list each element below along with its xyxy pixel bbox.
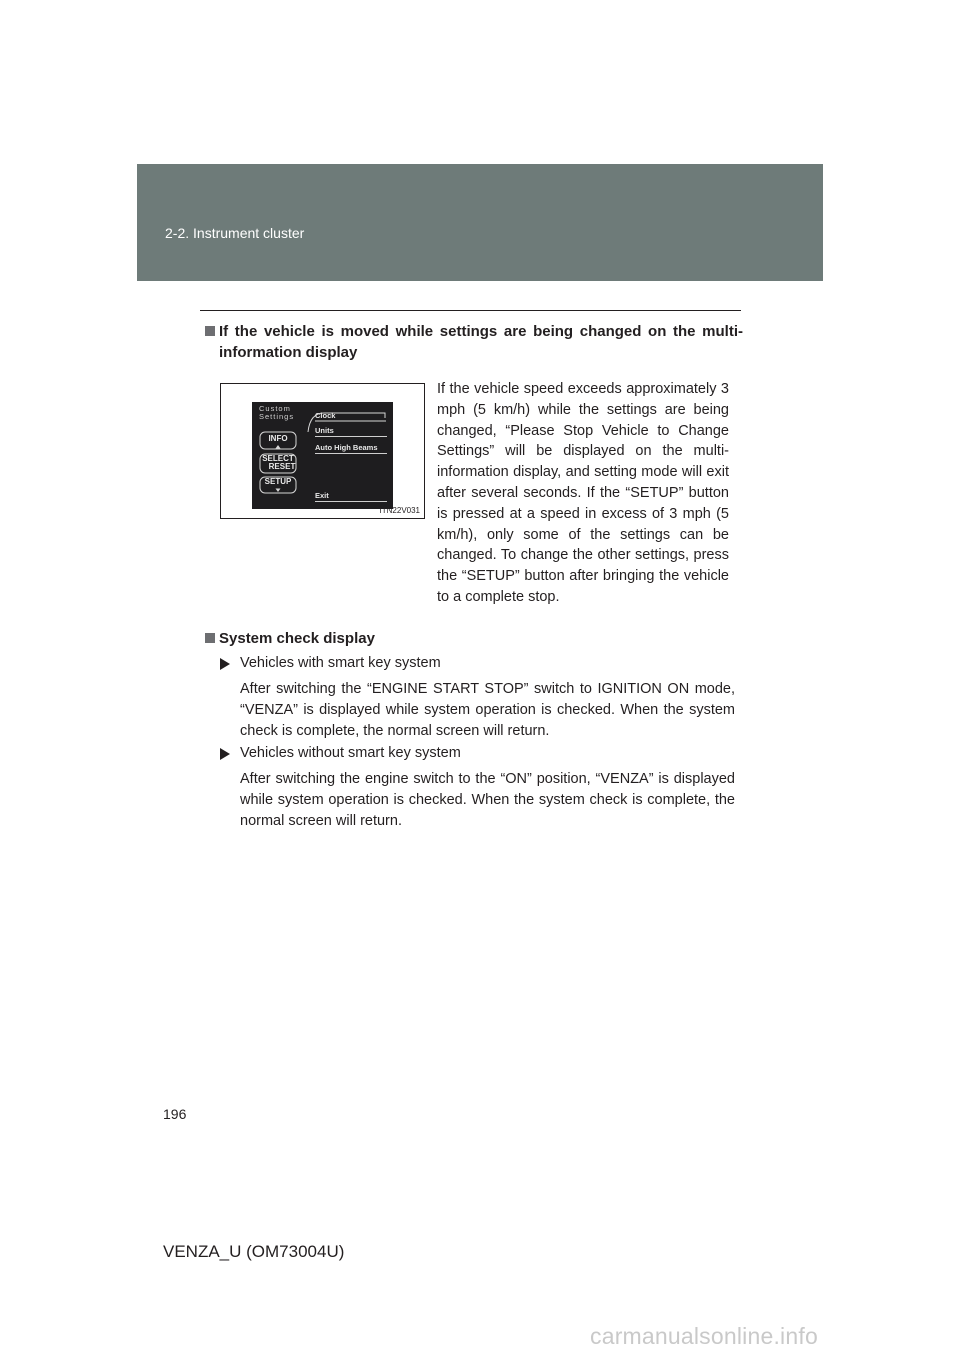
multi-info-display-figure [220, 383, 425, 519]
list-item-label: Vehicles without smart key system [240, 745, 461, 761]
list-item [220, 743, 461, 764]
menu-item-clock: Clock [315, 411, 336, 420]
horizontal-rule [200, 310, 741, 311]
square-bullet-icon [205, 633, 215, 643]
list-item [220, 653, 441, 674]
select-button-label: SELECT [262, 454, 294, 463]
paragraph-vehicle-moved: If the vehicle speed exceeds approximately 3 mph (5 km/h) while the settings are being changed, “Please Stop Vehicle to Change Settings” will be displayed on the multi-information display, and setting mode will exit after several seconds. If the “SETUP” button is pressed at a speed in excess of 3 mph (5 km/h), only some of the settings can be changed. To change the other settings, press the “SETUP” button after bringing the vehicle to a complete stop. [437, 381, 729, 605]
figure-code: ITN22V031 [379, 506, 420, 515]
footer-code: VENZA_U (OM73004U) [163, 1242, 345, 1261]
section-heading [205, 321, 743, 363]
display-screen [252, 402, 393, 509]
menu-item-exit: Exit [315, 491, 387, 502]
heading-text: System check display [219, 630, 375, 647]
triangle-arrow-icon [220, 658, 230, 670]
title-line1: Custom [259, 404, 291, 413]
info-button-label: INFO [268, 434, 288, 443]
paragraph-smart-key: After switching the “ENGINE START STOP” switch to IGNITION ON mode, “VENZA” is displayed while system operation is checked. When the system check is complete, the normal screen will return. [240, 681, 735, 739]
menu-item-units: Units [315, 426, 387, 437]
setup-button-label: SETUP [264, 477, 292, 486]
section-heading [205, 628, 505, 649]
header-band [137, 164, 823, 281]
square-bullet-icon [205, 326, 215, 336]
heading-text: If the vehicle is moved while settings are being changed on the multi-information display [219, 323, 743, 361]
paragraph-no-smart-key: After switching the engine switch to the “ON” position, “VENZA” is displayed while system operation is checked. When the system check is complete, the normal screen will return. [240, 771, 735, 829]
page-number: 196 [163, 1106, 187, 1122]
reset-button-label: RESET [268, 462, 296, 471]
title-line2: Settings [259, 412, 295, 421]
watermark: carmanualsonline.info [590, 1323, 818, 1349]
menu-item-auto-high-beams: Auto High Beams [315, 443, 387, 454]
list-item-label: Vehicles with smart key system [240, 655, 441, 671]
section-title: 2-2. Instrument cluster [165, 225, 305, 241]
triangle-arrow-icon [220, 748, 230, 760]
